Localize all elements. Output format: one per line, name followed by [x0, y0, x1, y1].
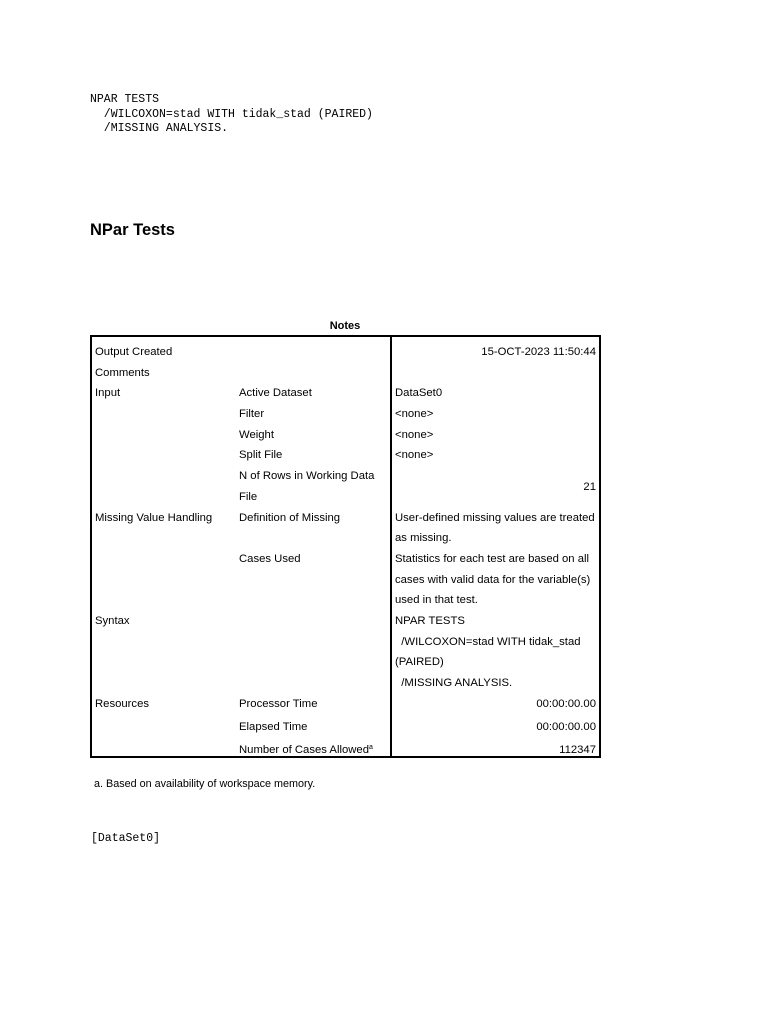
sublabel-n-rows: N of Rows in Working Data [239, 470, 375, 482]
syntax-line: /MISSING ANALYSIS. [90, 122, 229, 135]
row-label-resources: Resources [95, 698, 149, 710]
row-label-input: Input [95, 387, 121, 399]
sublabel-definition-of-missing: Definition of Missing [239, 512, 341, 524]
syntax-value-cont: /MISSING ANALYSIS. [395, 677, 513, 689]
footnote-marker: a [368, 744, 373, 751]
filter-value: <none> [395, 408, 434, 420]
row-label-missing-value-handling: Missing Value Handling [95, 512, 213, 524]
row-label-syntax: Syntax [95, 615, 130, 627]
active-dataset-value: DataSet0 [395, 387, 443, 399]
split-file-value: <none> [395, 449, 434, 461]
sublabel-cases-used: Cases Used [239, 553, 301, 565]
row-label-output-created: Output Created [95, 346, 173, 358]
sublabel-n-rows-cont: File [239, 491, 258, 503]
elapsed-time-value: 00:00:00.00 [536, 721, 596, 733]
dataset-label: [DataSet0] [91, 832, 161, 845]
syntax-value-cont: /WILCOXON=stad WITH tidak_stad [395, 636, 581, 648]
sublabel-filter: Filter [239, 408, 265, 420]
notes-table [90, 335, 601, 758]
n-rows-value: 21 [583, 481, 596, 493]
cases-used-value-cont: cases with valid data for the variable(s) [395, 574, 591, 586]
definition-of-missing-value-cont: as missing. [395, 532, 452, 544]
cases-allowed-label-text: Number of Cases Allowed [239, 744, 369, 756]
syntax-value: NPAR TESTS [395, 615, 465, 627]
cases-used-value: Statistics for each test are based on all [395, 553, 590, 565]
processor-time-value: 00:00:00.00 [536, 698, 596, 710]
cases-used-value-cont: used in that test. [395, 594, 478, 606]
output-created-value: 15-OCT-2023 11:50:44 [481, 346, 596, 358]
section-heading: NPar Tests [90, 221, 175, 239]
sublabel-active-dataset: Active Dataset [239, 387, 312, 399]
sublabel-weight: Weight [239, 429, 274, 441]
sublabel-number-of-cases-allowed [239, 740, 373, 761]
table-footnote: a. Based on availability of workspace memory. [94, 778, 316, 790]
weight-value: <none> [395, 429, 434, 441]
sublabel-elapsed-time: Elapsed Time [239, 721, 308, 733]
sublabel-processor-time: Processor Time [239, 698, 318, 710]
definition-of-missing-value: User-defined missing values are treated [395, 512, 595, 524]
syntax-command-block [90, 93, 373, 137]
cases-allowed-value: 112347 [559, 744, 596, 756]
column-divider [390, 337, 392, 756]
syntax-line: NPAR TESTS [90, 93, 160, 106]
row-label-comments: Comments [95, 367, 150, 379]
sublabel-split-file: Split File [239, 449, 283, 461]
syntax-line: /WILCOXON=stad WITH tidak_stad (PAIRED) [90, 107, 373, 121]
syntax-value-cont: (PAIRED) [395, 656, 444, 668]
notes-table-title: Notes [329, 320, 361, 332]
